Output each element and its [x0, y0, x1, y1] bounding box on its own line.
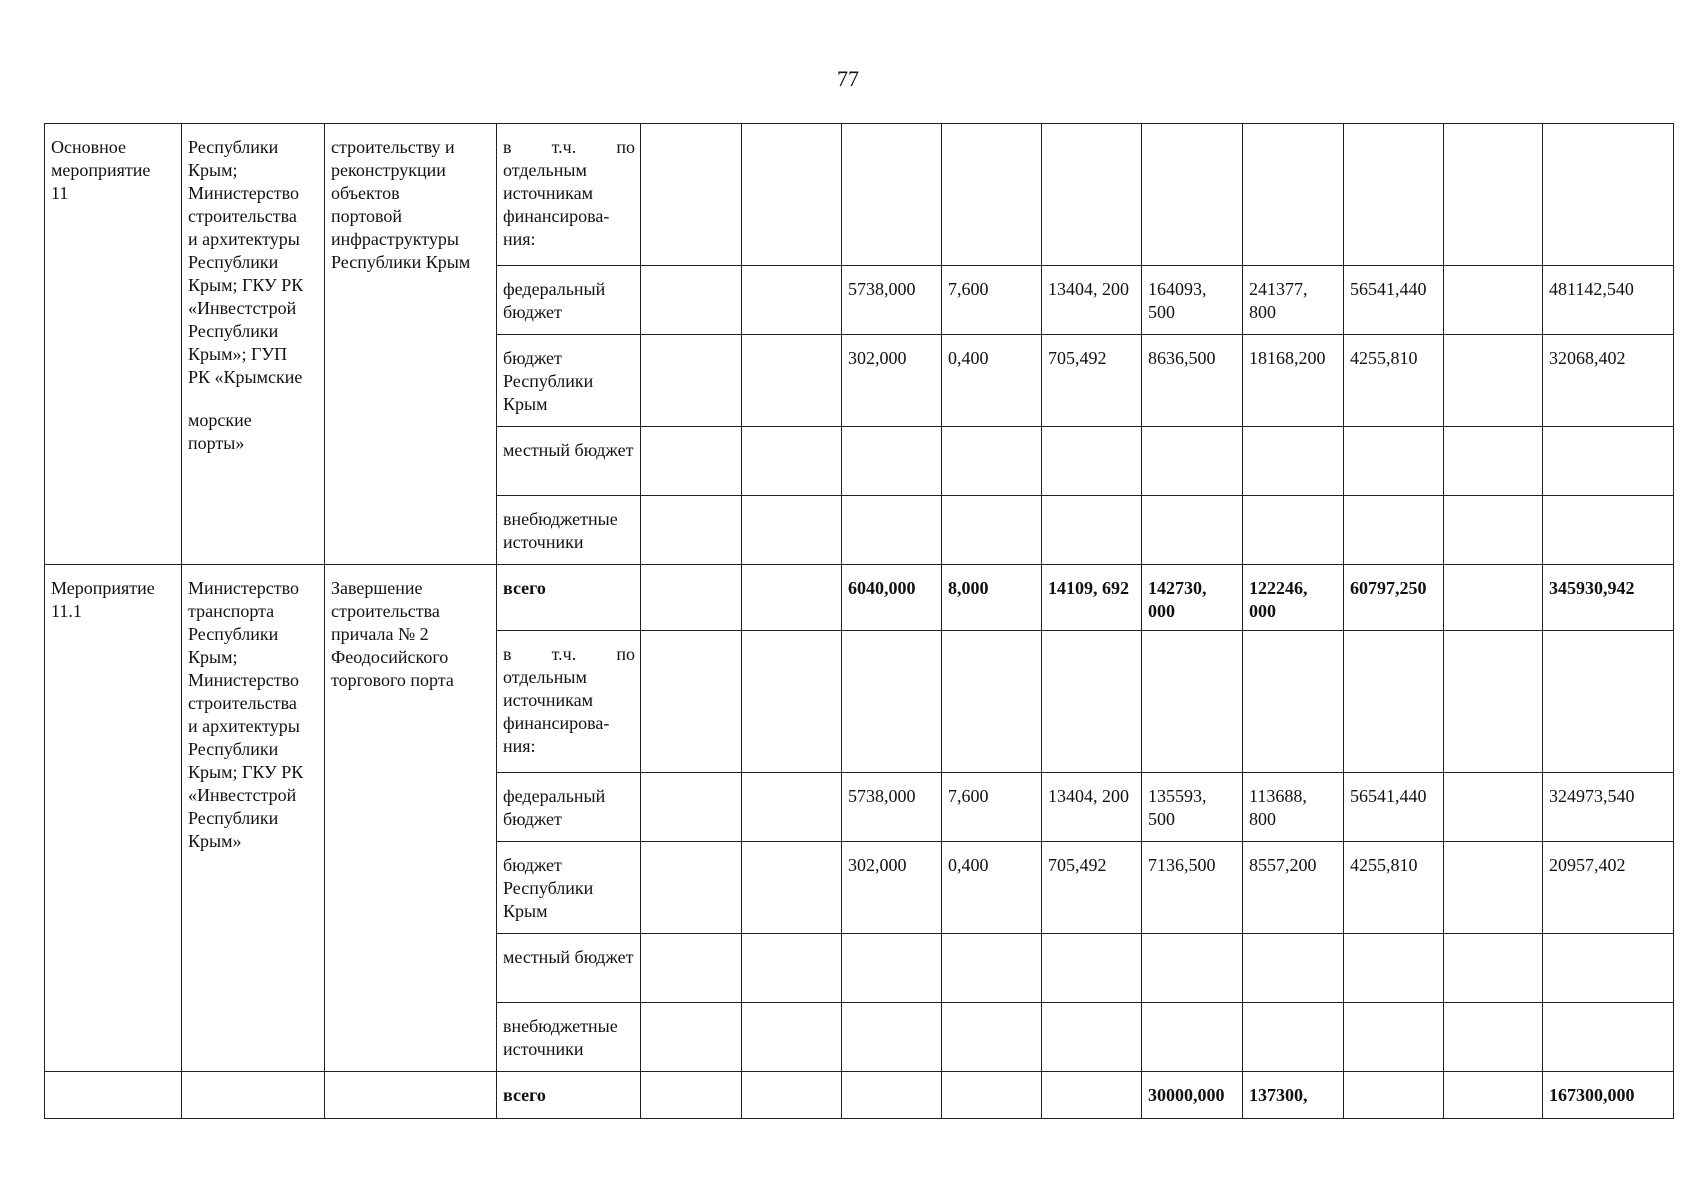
- value-cell: [842, 842, 942, 934]
- cell-line: Крым; ГКУ РК: [188, 762, 304, 782]
- value-cell: [641, 266, 742, 335]
- value-cell: [1444, 266, 1543, 335]
- source-label-cell: [497, 842, 641, 934]
- cell-line: Республики: [188, 252, 279, 272]
- value-cell: [942, 934, 1042, 1003]
- value-cell: [842, 266, 942, 335]
- value-cell: [742, 1072, 842, 1119]
- value-text: 56541,440: [1350, 786, 1427, 806]
- source-label: бюджет Республики Крым: [503, 855, 594, 921]
- value-cell: [1243, 266, 1344, 335]
- value-cell: [942, 266, 1042, 335]
- value-text: 135593, 500: [1148, 786, 1207, 829]
- value-cell: [1444, 1003, 1543, 1072]
- description-cell: [325, 565, 497, 1072]
- value-cell: [1243, 631, 1344, 773]
- value-cell: [1142, 631, 1243, 773]
- value-cell: [1042, 773, 1142, 842]
- cell-line: строительства: [188, 693, 297, 713]
- source-label: всего: [503, 578, 546, 598]
- cell-line: Республики: [188, 137, 279, 157]
- value-cell: [1344, 1003, 1444, 1072]
- table-body: [45, 124, 1674, 1119]
- source-label: в т.ч. по отдельным источникам финансирова-ния:: [503, 137, 635, 249]
- value-cell: [1444, 773, 1543, 842]
- value-cell: [1243, 427, 1344, 496]
- value-cell: [1543, 565, 1674, 631]
- source-label: местный бюджет: [503, 440, 634, 460]
- value-cell: [1243, 842, 1344, 934]
- responsible-cell: [182, 565, 325, 1072]
- value-cell: [1243, 1003, 1344, 1072]
- value-cell: [942, 427, 1042, 496]
- cell-line: Министерство: [188, 578, 299, 598]
- cell-line: инфраструктуры: [331, 229, 459, 249]
- cell-line: транспорта: [188, 601, 275, 621]
- value-text: 705,492: [1048, 348, 1107, 368]
- value-cell: [842, 124, 942, 266]
- value-text: 7,600: [948, 786, 989, 806]
- value-cell: [742, 842, 842, 934]
- cell-line: Республики: [188, 808, 279, 828]
- cell-line: строительства: [331, 601, 440, 621]
- table-row: [45, 1072, 1674, 1119]
- value-cell: [742, 124, 842, 266]
- value-cell: [1543, 266, 1674, 335]
- value-text: 113688, 800: [1249, 786, 1307, 829]
- value-cell: [1042, 266, 1142, 335]
- value-cell: [842, 335, 942, 427]
- source-label-cell: [497, 266, 641, 335]
- value-cell: [942, 565, 1042, 631]
- value-cell: [1243, 934, 1344, 1003]
- cell-line: мероприятие: [51, 160, 151, 180]
- value-cell: [742, 934, 842, 1003]
- value-cell: [1543, 1072, 1674, 1119]
- source-label-cell: [497, 335, 641, 427]
- value-text: 0,400: [948, 855, 989, 875]
- cell-line: портовой: [331, 206, 403, 226]
- value-cell: [1344, 335, 1444, 427]
- value-cell: [641, 631, 742, 773]
- cell-line: и архитектуры: [188, 716, 300, 736]
- value-cell: [641, 1003, 742, 1072]
- value-cell: [1444, 565, 1543, 631]
- empty-cell: [325, 1072, 497, 1119]
- source-label: федеральный бюджет: [503, 279, 606, 322]
- value-cell: [1142, 335, 1243, 427]
- value-text: 13404, 200: [1048, 279, 1129, 299]
- value-cell: [1344, 631, 1444, 773]
- value-cell: [1543, 496, 1674, 565]
- value-text: 32068,402: [1549, 348, 1626, 368]
- description-cell: [325, 124, 497, 565]
- value-cell: [1042, 934, 1142, 1003]
- value-cell: [1042, 124, 1142, 266]
- value-text: 122246, 000: [1249, 578, 1308, 621]
- value-text: 142730, 000: [1148, 578, 1207, 621]
- value-cell: [1344, 124, 1444, 266]
- value-cell: [942, 773, 1042, 842]
- value-cell: [1042, 496, 1142, 565]
- value-cell: [641, 565, 742, 631]
- source-label-cell: [497, 427, 641, 496]
- source-label: федеральный бюджет: [503, 786, 606, 829]
- value-text: 7,600: [948, 279, 989, 299]
- value-text: 30000,000: [1148, 1085, 1225, 1105]
- value-cell: [1243, 124, 1344, 266]
- value-text: 164093, 500: [1148, 279, 1207, 322]
- value-cell: [1543, 1003, 1674, 1072]
- responsible-cell: [182, 124, 325, 565]
- table-row: [45, 565, 1674, 631]
- value-cell: [842, 496, 942, 565]
- value-cell: [742, 1003, 842, 1072]
- value-text: 20957,402: [1549, 855, 1626, 875]
- value-cell: [1543, 427, 1674, 496]
- source-label-cell: [497, 631, 641, 773]
- value-cell: [641, 842, 742, 934]
- cell-line: 11.1: [51, 601, 82, 621]
- value-cell: [1142, 124, 1243, 266]
- value-cell: [742, 565, 842, 631]
- value-cell: [1543, 124, 1674, 266]
- value-text: 56541,440: [1350, 279, 1427, 299]
- empty-cell: [45, 1072, 182, 1119]
- value-text: 5738,000: [848, 279, 916, 299]
- cell-line: строительству и: [331, 137, 455, 157]
- value-cell: [641, 496, 742, 565]
- cell-line: порты»: [188, 433, 245, 453]
- value-cell: [1042, 565, 1142, 631]
- value-cell: [742, 266, 842, 335]
- value-cell: [641, 934, 742, 1003]
- value-cell: [842, 565, 942, 631]
- value-text: 14109, 692: [1048, 578, 1129, 598]
- source-label-cell: [497, 496, 641, 565]
- cell-line: Феодосийского: [331, 647, 449, 667]
- value-cell: [1543, 335, 1674, 427]
- value-text: 8557,200: [1249, 855, 1317, 875]
- value-cell: [1042, 1072, 1142, 1119]
- source-label: в т.ч. по отдельным источникам финансирова-ния:: [503, 644, 635, 756]
- cell-line: Министерство: [188, 183, 299, 203]
- source-label-cell: [497, 773, 641, 842]
- value-cell: [942, 842, 1042, 934]
- value-text: 60797,250: [1350, 578, 1427, 598]
- value-cell: [842, 427, 942, 496]
- value-cell: [1042, 631, 1142, 773]
- value-text: 4255,810: [1350, 855, 1418, 875]
- source-label: всего: [503, 1085, 546, 1105]
- cell-line: Крым»: [188, 831, 242, 851]
- value-cell: [742, 496, 842, 565]
- value-cell: [1243, 565, 1344, 631]
- cell-line: Основное: [51, 137, 126, 157]
- cell-line: «Инвестстрой: [188, 298, 297, 318]
- value-cell: [1344, 427, 1444, 496]
- value-cell: [742, 773, 842, 842]
- value-text: 13404, 200: [1048, 786, 1129, 806]
- value-cell: [1042, 427, 1142, 496]
- value-cell: [641, 427, 742, 496]
- value-cell: [1142, 1072, 1243, 1119]
- source-label-cell: [497, 1003, 641, 1072]
- value-text: 18168,200: [1249, 348, 1326, 368]
- value-text: 7136,500: [1148, 855, 1216, 875]
- value-cell: [1344, 565, 1444, 631]
- cell-line: строительства: [188, 206, 297, 226]
- value-cell: [1444, 496, 1543, 565]
- cell-line: 11: [51, 183, 69, 203]
- value-text: 167300,000: [1549, 1085, 1635, 1105]
- value-cell: [1142, 266, 1243, 335]
- value-cell: [942, 631, 1042, 773]
- value-cell: [1243, 496, 1344, 565]
- value-cell: [842, 773, 942, 842]
- value-cell: [1444, 335, 1543, 427]
- cell-line: Крым;: [188, 647, 238, 667]
- cell-line: Крым;: [188, 160, 238, 180]
- value-cell: [641, 1072, 742, 1119]
- value-cell: [1142, 934, 1243, 1003]
- value-text: 302,000: [848, 348, 907, 368]
- cell-line: Республики: [188, 624, 279, 644]
- value-text: 345930,942: [1549, 578, 1635, 598]
- source-label: внебюджетные источники: [503, 509, 618, 552]
- value-cell: [1142, 496, 1243, 565]
- value-cell: [1142, 842, 1243, 934]
- value-text: 302,000: [848, 855, 907, 875]
- value-cell: [1444, 427, 1543, 496]
- value-cell: [1444, 631, 1543, 773]
- cell-line: Крым; ГКУ РК: [188, 275, 304, 295]
- spacer: [188, 389, 319, 409]
- value-cell: [942, 1072, 1042, 1119]
- cell-line: реконструкции: [331, 160, 446, 180]
- cell-line: торгового порта: [331, 670, 454, 690]
- value-text: 8,000: [948, 578, 989, 598]
- value-text: 324973,540: [1549, 786, 1635, 806]
- value-cell: [1243, 1072, 1344, 1119]
- value-cell: [1543, 842, 1674, 934]
- value-cell: [641, 773, 742, 842]
- value-cell: [1444, 124, 1543, 266]
- value-cell: [641, 335, 742, 427]
- value-cell: [1142, 773, 1243, 842]
- cell-line: Мероприятие: [51, 578, 155, 598]
- cell-line: морские: [188, 410, 252, 430]
- value-cell: [942, 335, 1042, 427]
- value-cell: [1042, 335, 1142, 427]
- value-cell: [1042, 1003, 1142, 1072]
- value-cell: [1142, 1003, 1243, 1072]
- source-label: внебюджетные источники: [503, 1016, 618, 1059]
- value-cell: [742, 631, 842, 773]
- page-number: 77: [837, 66, 859, 91]
- value-cell: [1444, 1072, 1543, 1119]
- source-label: местный бюджет: [503, 947, 634, 967]
- value-cell: [1042, 842, 1142, 934]
- value-cell: [1543, 631, 1674, 773]
- value-text: 4255,810: [1350, 348, 1418, 368]
- cell-line: причала № 2: [331, 624, 429, 644]
- source-label-cell: [497, 124, 641, 266]
- value-cell: [942, 1003, 1042, 1072]
- value-text: 8636,500: [1148, 348, 1216, 368]
- source-label-cell: [497, 934, 641, 1003]
- budget-table: [44, 123, 1674, 1119]
- value-cell: [942, 496, 1042, 565]
- value-cell: [641, 124, 742, 266]
- cell-line: и архитектуры: [188, 229, 300, 249]
- value-cell: [842, 631, 942, 773]
- value-cell: [942, 124, 1042, 266]
- value-cell: [1543, 773, 1674, 842]
- value-cell: [842, 1003, 942, 1072]
- value-cell: [1142, 427, 1243, 496]
- cell-line: Республики Крым: [331, 252, 471, 272]
- value-cell: [1444, 842, 1543, 934]
- value-cell: [742, 335, 842, 427]
- value-text: 481142,540: [1549, 279, 1634, 299]
- cell-line: «Инвестстрой: [188, 785, 297, 805]
- value-text: 5738,000: [848, 786, 916, 806]
- cell-line: Республики: [188, 321, 279, 341]
- activity-name-cell: [45, 124, 182, 565]
- value-cell: [1344, 842, 1444, 934]
- cell-line: Завершение: [331, 578, 423, 598]
- value-cell: [1344, 266, 1444, 335]
- value-text: 705,492: [1048, 855, 1107, 875]
- value-cell: [1243, 335, 1344, 427]
- table-row: [45, 124, 1674, 266]
- cell-line: РК «Крымские: [188, 367, 303, 387]
- value-text: 241377, 800: [1249, 279, 1308, 322]
- value-cell: [1344, 934, 1444, 1003]
- value-cell: [1444, 934, 1543, 1003]
- cell-line: объектов: [331, 183, 400, 203]
- value-text: 6040,000: [848, 578, 916, 598]
- cell-line: Крым»; ГУП: [188, 344, 288, 364]
- value-cell: [1344, 1072, 1444, 1119]
- value-text: 137300,: [1249, 1085, 1308, 1105]
- cell-line: Республики: [188, 739, 279, 759]
- source-label-cell: [497, 565, 641, 631]
- source-label-cell: [497, 1072, 641, 1119]
- value-cell: [1243, 773, 1344, 842]
- value-cell: [842, 1072, 942, 1119]
- source-label: бюджет Республики Крым: [503, 348, 594, 414]
- value-cell: [842, 934, 942, 1003]
- cell-line: Министерство: [188, 670, 299, 690]
- value-cell: [1344, 496, 1444, 565]
- empty-cell: [182, 1072, 325, 1119]
- value-text: 0,400: [948, 348, 989, 368]
- value-cell: [1543, 934, 1674, 1003]
- activity-name-cell: [45, 565, 182, 1072]
- value-cell: [742, 427, 842, 496]
- value-cell: [1142, 565, 1243, 631]
- value-cell: [1344, 773, 1444, 842]
